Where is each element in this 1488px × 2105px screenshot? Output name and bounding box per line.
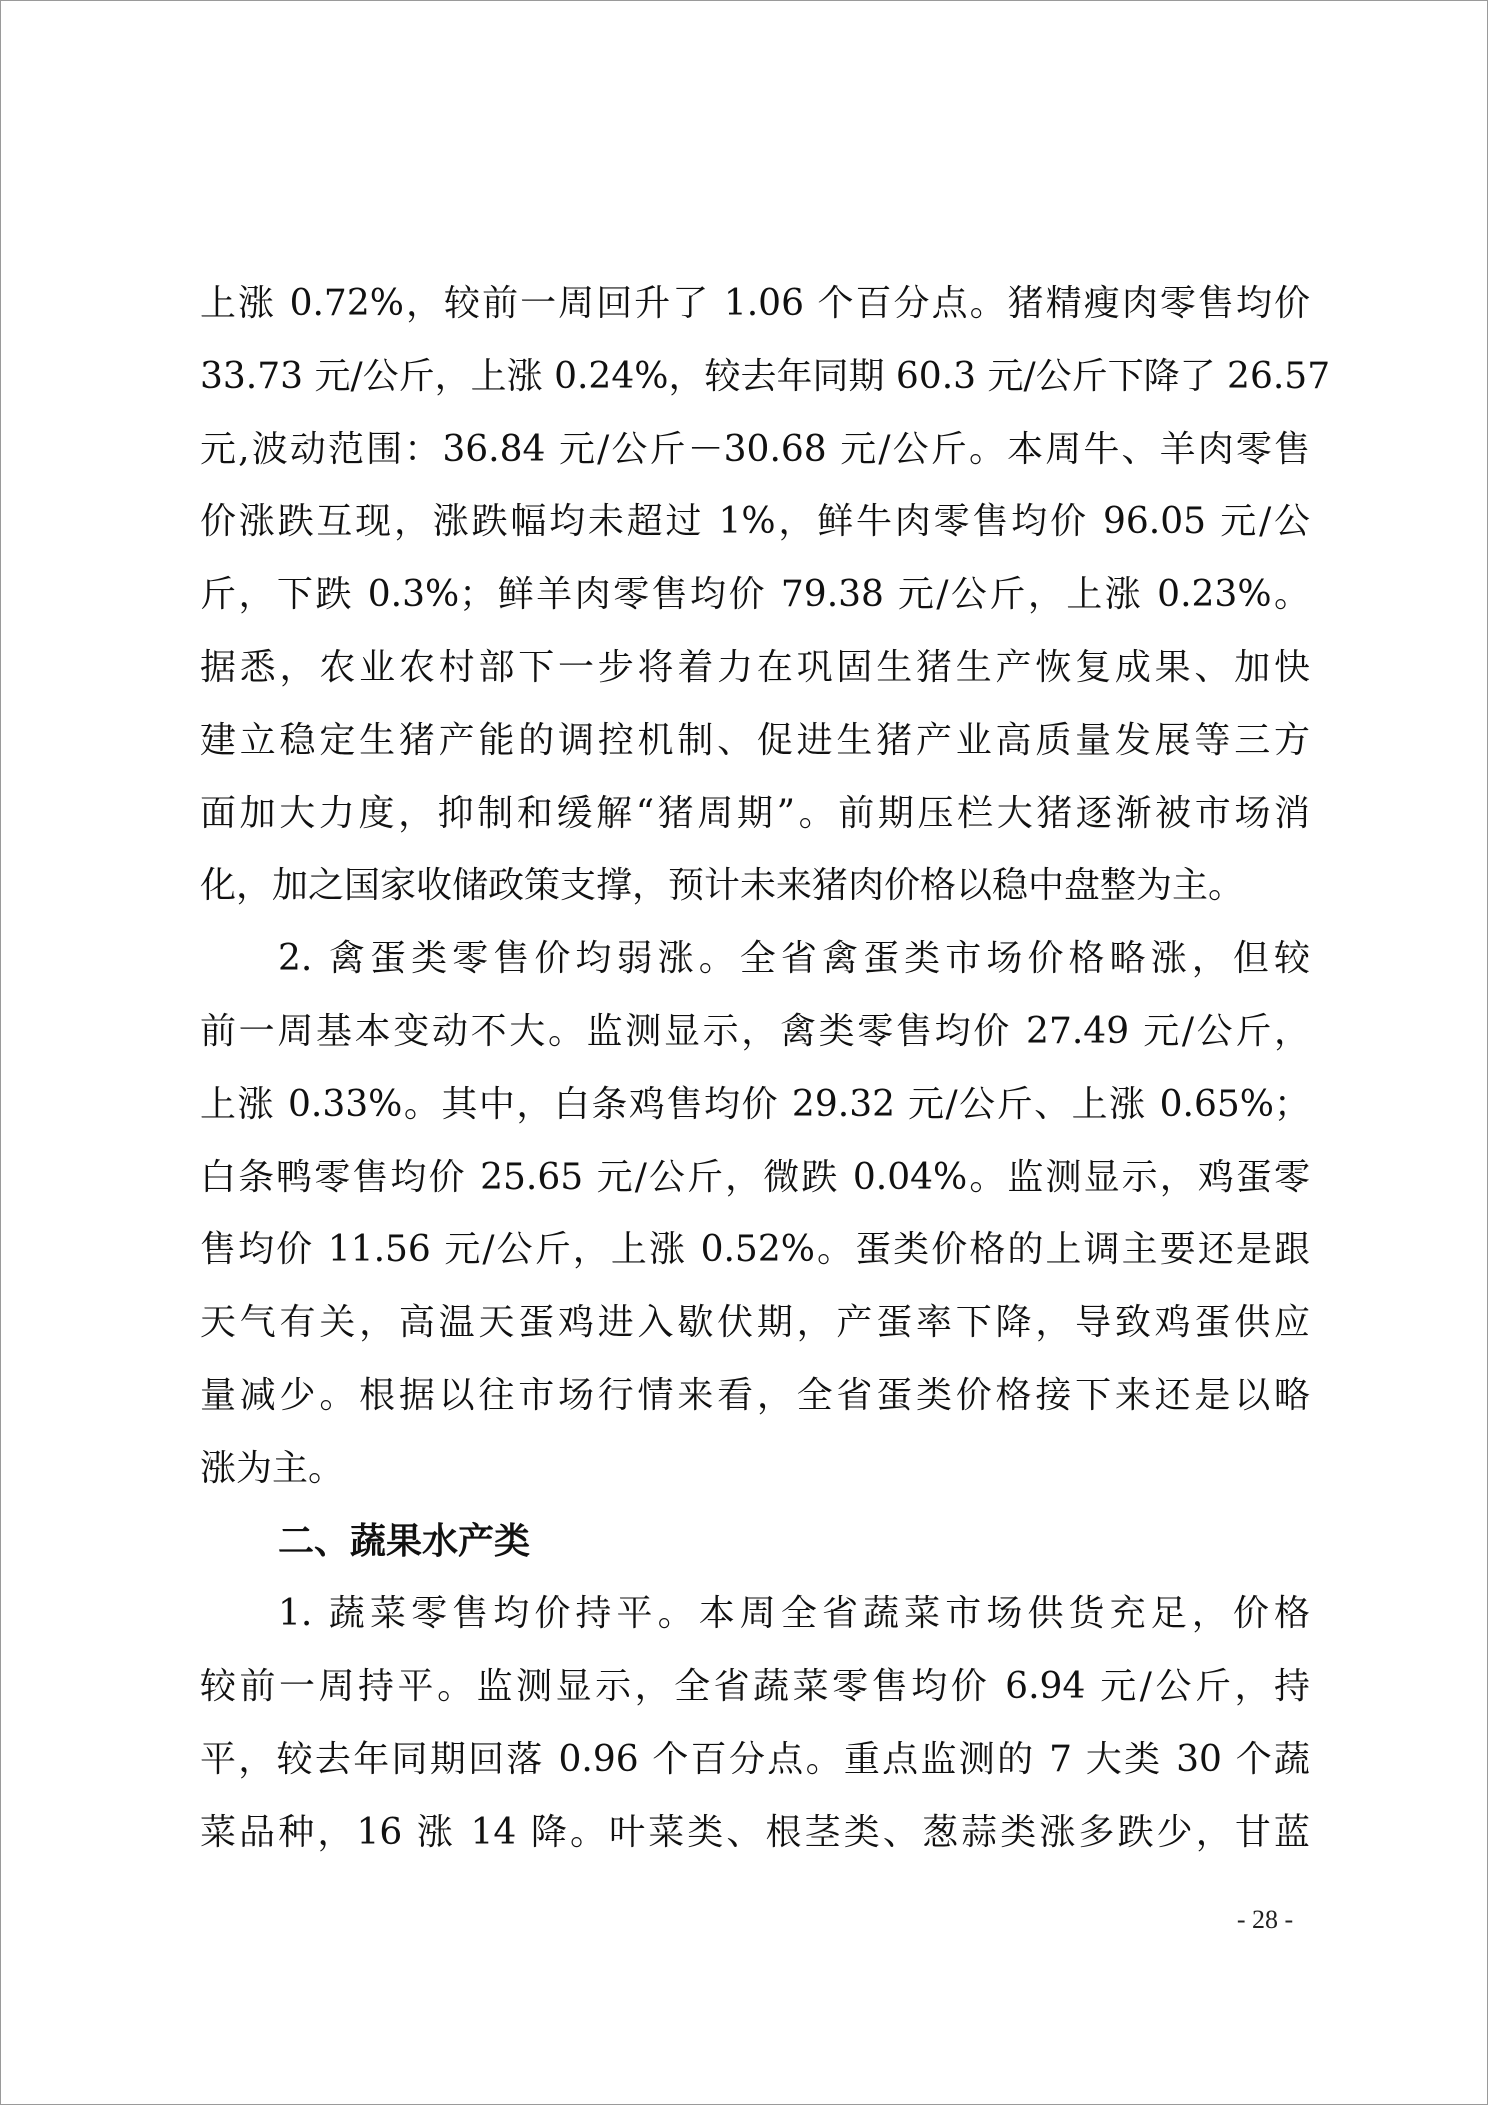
text-line: 菜品种，16 涨 14 降。叶菜类、根茎类、葱蒜类涨多跌少，甘蓝 — [200, 1811, 1310, 1853]
text-line: 面加大力度，抑制和缓解“猪周期”。前期压栏大猪逐渐被市场消 — [200, 792, 1310, 834]
text-line: 白条鸭零售均价 25.65 元/公斤，微跌 0.04%。监测显示，鸡蛋零 — [200, 1156, 1310, 1198]
text-line: 上涨 0.33%。其中，白条鸡售均价 29.32 元/公斤、上涨 0.65%； — [200, 1083, 1310, 1125]
text-line: 1. 蔬菜零售均价持平。本周全省蔬菜市场供货充足，价格 — [278, 1593, 1310, 1635]
text-line: 前一周基本变动不大。监测显示，禽类零售均价 27.49 元/公斤， — [200, 1010, 1310, 1052]
text-line: 元,波动范围：36.84 元/公斤－30.68 元/公斤。本周牛、羊肉零售 — [200, 428, 1310, 470]
text-line: 天气有关，高温天蛋鸡进入歇伏期，产蛋率下降，导致鸡蛋供应 — [200, 1302, 1310, 1344]
text-line: 斤，下跌 0.3%；鲜羊肉零售均价 79.38 元/公斤，上涨 0.23%。 — [200, 574, 1310, 616]
document-body — [200, 268, 1331, 1870]
page-number: - 28 - — [1236, 1905, 1294, 1934]
text-line: 据悉，农业农村部下一步将着力在巩固生猪生产恢复成果、加快 — [200, 646, 1310, 688]
text-line: 价涨跌互现，涨跌幅均未超过 1%，鲜牛肉零售均价 96.05 元/公 — [200, 501, 1310, 543]
text-line: 化，加之国家收储政策支撑，预计未来猪肉价格以稳中盘整为主。 — [200, 865, 1245, 907]
text-line: 量减少。根据以往市场行情来看，全省蛋类价格接下来还是以略 — [200, 1374, 1310, 1416]
text-line: 较前一周持平。监测显示，全省蔬菜零售均价 6.94 元/公斤，持 — [200, 1666, 1310, 1708]
text-line: 售均价 11.56 元/公斤，上涨 0.52%。蛋类价格的上调主要还是跟 — [200, 1229, 1310, 1271]
text-line: 上涨 0.72%，较前一周回升了 1.06 个百分点。猪精瘦肉零售均价 — [200, 283, 1310, 324]
text-line: 涨为主。 — [200, 1447, 345, 1489]
text-line: 33.73 元/公斤，上涨 0.24%，较去年同期 60.3 元/公斤下降了 26.57 — [200, 355, 1331, 397]
text-line: 平，较去年同期回落 0.96 个百分点。重点监测的 7 大类 30 个蔬 — [200, 1738, 1310, 1780]
section-heading: 二、蔬果水产类 — [278, 1520, 531, 1562]
text-line: 2. 禽蛋类零售价均弱涨。全省禽蛋类市场价格略涨，但较 — [278, 938, 1310, 980]
text-line: 建立稳定生猪产能的调控机制、促进生猪产业高质量发展等三方 — [200, 719, 1310, 761]
